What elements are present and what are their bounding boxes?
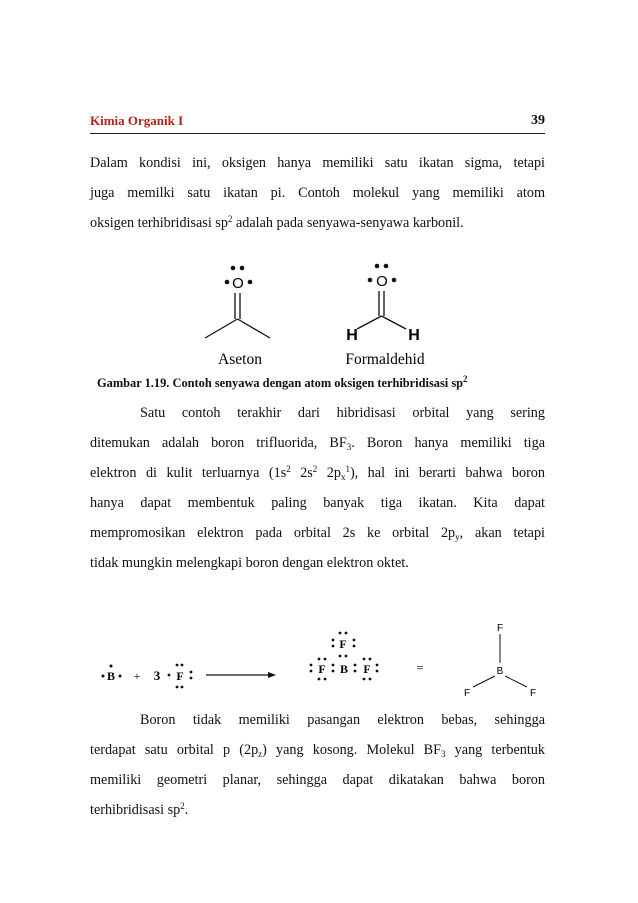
- oxygen-atom: O: [232, 275, 244, 292]
- text-line: juga memilki satu ikatan pi. Contoh molekul yang memiliki atom: [90, 185, 545, 201]
- valence-electron: [310, 670, 313, 673]
- fluorine-atom: F: [318, 662, 326, 676]
- valence-electron: [332, 639, 335, 642]
- lone-pair-electron: [375, 264, 380, 269]
- boron-atom: B: [496, 666, 504, 677]
- paragraph-oxygen-intro: [90, 148, 545, 238]
- fluorine-lewis-reactant: [168, 664, 193, 689]
- valence-electron: [318, 678, 321, 681]
- boron-lewis-reactant: [102, 665, 122, 684]
- reaction-arrow: [206, 672, 276, 678]
- oxygen-atom: O: [376, 273, 388, 290]
- valence-electron: [168, 674, 171, 677]
- valence-electron: [318, 658, 321, 661]
- valence-electron: [353, 639, 356, 642]
- lone-pair-electron: [392, 278, 397, 283]
- text-line: terhibridisasi $sp^2$.: [90, 801, 189, 818]
- valence-electron: [345, 632, 348, 635]
- text-line: hanya dapat membentuk paling banyak tiga ikatan. Kita dapat: [90, 495, 545, 511]
- text-line: Satu contoh terakhir dari hibridisasi orbital yang sering: [140, 405, 545, 421]
- bonding-electron: [354, 670, 357, 673]
- valence-electron: [324, 678, 327, 681]
- formaldehyde-label: Formaldehid: [345, 351, 425, 368]
- single-bond-line: [357, 316, 382, 329]
- bonding-electron: [332, 670, 335, 673]
- equals-sign: =: [416, 660, 424, 675]
- boron-atom: B: [106, 669, 116, 683]
- carbonyl-figure: [0, 255, 638, 370]
- paragraph-boron-trifluoride: [90, 398, 545, 578]
- bf3-structural-formula: [464, 623, 536, 699]
- paragraph-bf3-geometry: [90, 705, 545, 825]
- formaldehyde-structure: [345, 264, 424, 368]
- boron-atom: B: [339, 662, 349, 676]
- valence-electron: [176, 664, 179, 667]
- acetone-label: Aseton: [218, 351, 262, 368]
- text-line: elektron di kulit terluarnya ($1s^2$ $2s^2$ $2p_x^1$), hal ini berarti bahwa boron: [90, 464, 545, 482]
- valence-electron: [363, 658, 366, 661]
- hydrogen-atom: H: [408, 327, 420, 344]
- text-line: ditemukan adalah boron trifluorida, $BF_3$. Boron hanya memiliki tiga: [90, 435, 545, 452]
- bf3-reaction-figure: [0, 612, 638, 702]
- bonding-electron: [354, 664, 357, 667]
- bonding-electron: [339, 655, 342, 658]
- valence-electron: [376, 670, 379, 673]
- bonding-electron: [345, 655, 348, 658]
- acetone-structure: [205, 266, 270, 368]
- text-line: Boron tidak memiliki pasangan elektron bebas, sehingga: [140, 712, 545, 728]
- fluorine-atom: F: [463, 688, 471, 699]
- bonding-electron: [332, 664, 335, 667]
- valence-electron: [369, 678, 372, 681]
- bf3-lewis-product: [310, 632, 379, 681]
- book-title: Kimia Organik I: [90, 113, 184, 128]
- text-line: tidak mungkin melengkapi boron dengan elektron oktet.: [90, 555, 409, 571]
- page-number: 39: [531, 113, 545, 128]
- single-bond-line: [238, 319, 271, 338]
- plus-sign: +: [133, 669, 141, 683]
- figure-caption: Gambar 1.19. Contoh senyawa dengan atom oksigen terhibridisasi $sp^2$: [97, 374, 468, 390]
- valence-electron: [363, 678, 366, 681]
- running-header: [90, 111, 545, 134]
- valence-electron: [190, 677, 193, 680]
- fluorine-atom: F: [496, 623, 504, 634]
- text-line: oksigen terhibridisasi $sp^2$ adalah pada senyawa-senyawa karbonil.: [90, 214, 464, 231]
- lone-pair-electron: [368, 278, 373, 283]
- valence-electron: [181, 664, 184, 667]
- valence-electron: [190, 671, 193, 674]
- fluorine-atom: F: [339, 637, 347, 651]
- text-line: memiliki geometri planar, sehingga dapat dikatakan bahwa boron: [90, 772, 545, 788]
- valence-electron: [376, 664, 379, 667]
- valence-electron: [119, 675, 122, 678]
- single-bond-line: [205, 319, 238, 338]
- hydrogen-atom: H: [346, 327, 358, 344]
- valence-electron: [339, 632, 342, 635]
- lone-pair-electron: [240, 266, 245, 271]
- text-line: Dalam kondisi ini, oksigen hanya memiliki satu ikatan sigma, tetapi: [90, 155, 545, 171]
- valence-electron: [181, 686, 184, 689]
- lone-pair-electron: [248, 280, 253, 285]
- lone-pair-electron: [384, 264, 389, 269]
- lone-pair-electron: [225, 280, 230, 285]
- fluorine-atom: F: [529, 688, 537, 699]
- valence-electron: [110, 665, 113, 668]
- fluorine-atom: F: [176, 669, 184, 683]
- valence-electron: [102, 675, 105, 678]
- valence-electron: [332, 645, 335, 648]
- valence-electron: [369, 658, 372, 661]
- text-line: terdapat satu orbital p $(2p_z)$ yang kosong. Molekul $BF_3$ yang terbentuk: [90, 742, 545, 759]
- text-line: mempromosikan elektron pada orbital 2s ke orbital $2p_y$, akan tetapi: [90, 525, 546, 542]
- valence-electron: [176, 686, 179, 689]
- valence-electron: [310, 664, 313, 667]
- valence-electron: [353, 645, 356, 648]
- coefficient: 3: [153, 668, 161, 683]
- valence-electron: [324, 658, 327, 661]
- single-bond-line: [382, 316, 407, 329]
- fluorine-atom: F: [363, 662, 371, 676]
- lone-pair-electron: [231, 266, 236, 271]
